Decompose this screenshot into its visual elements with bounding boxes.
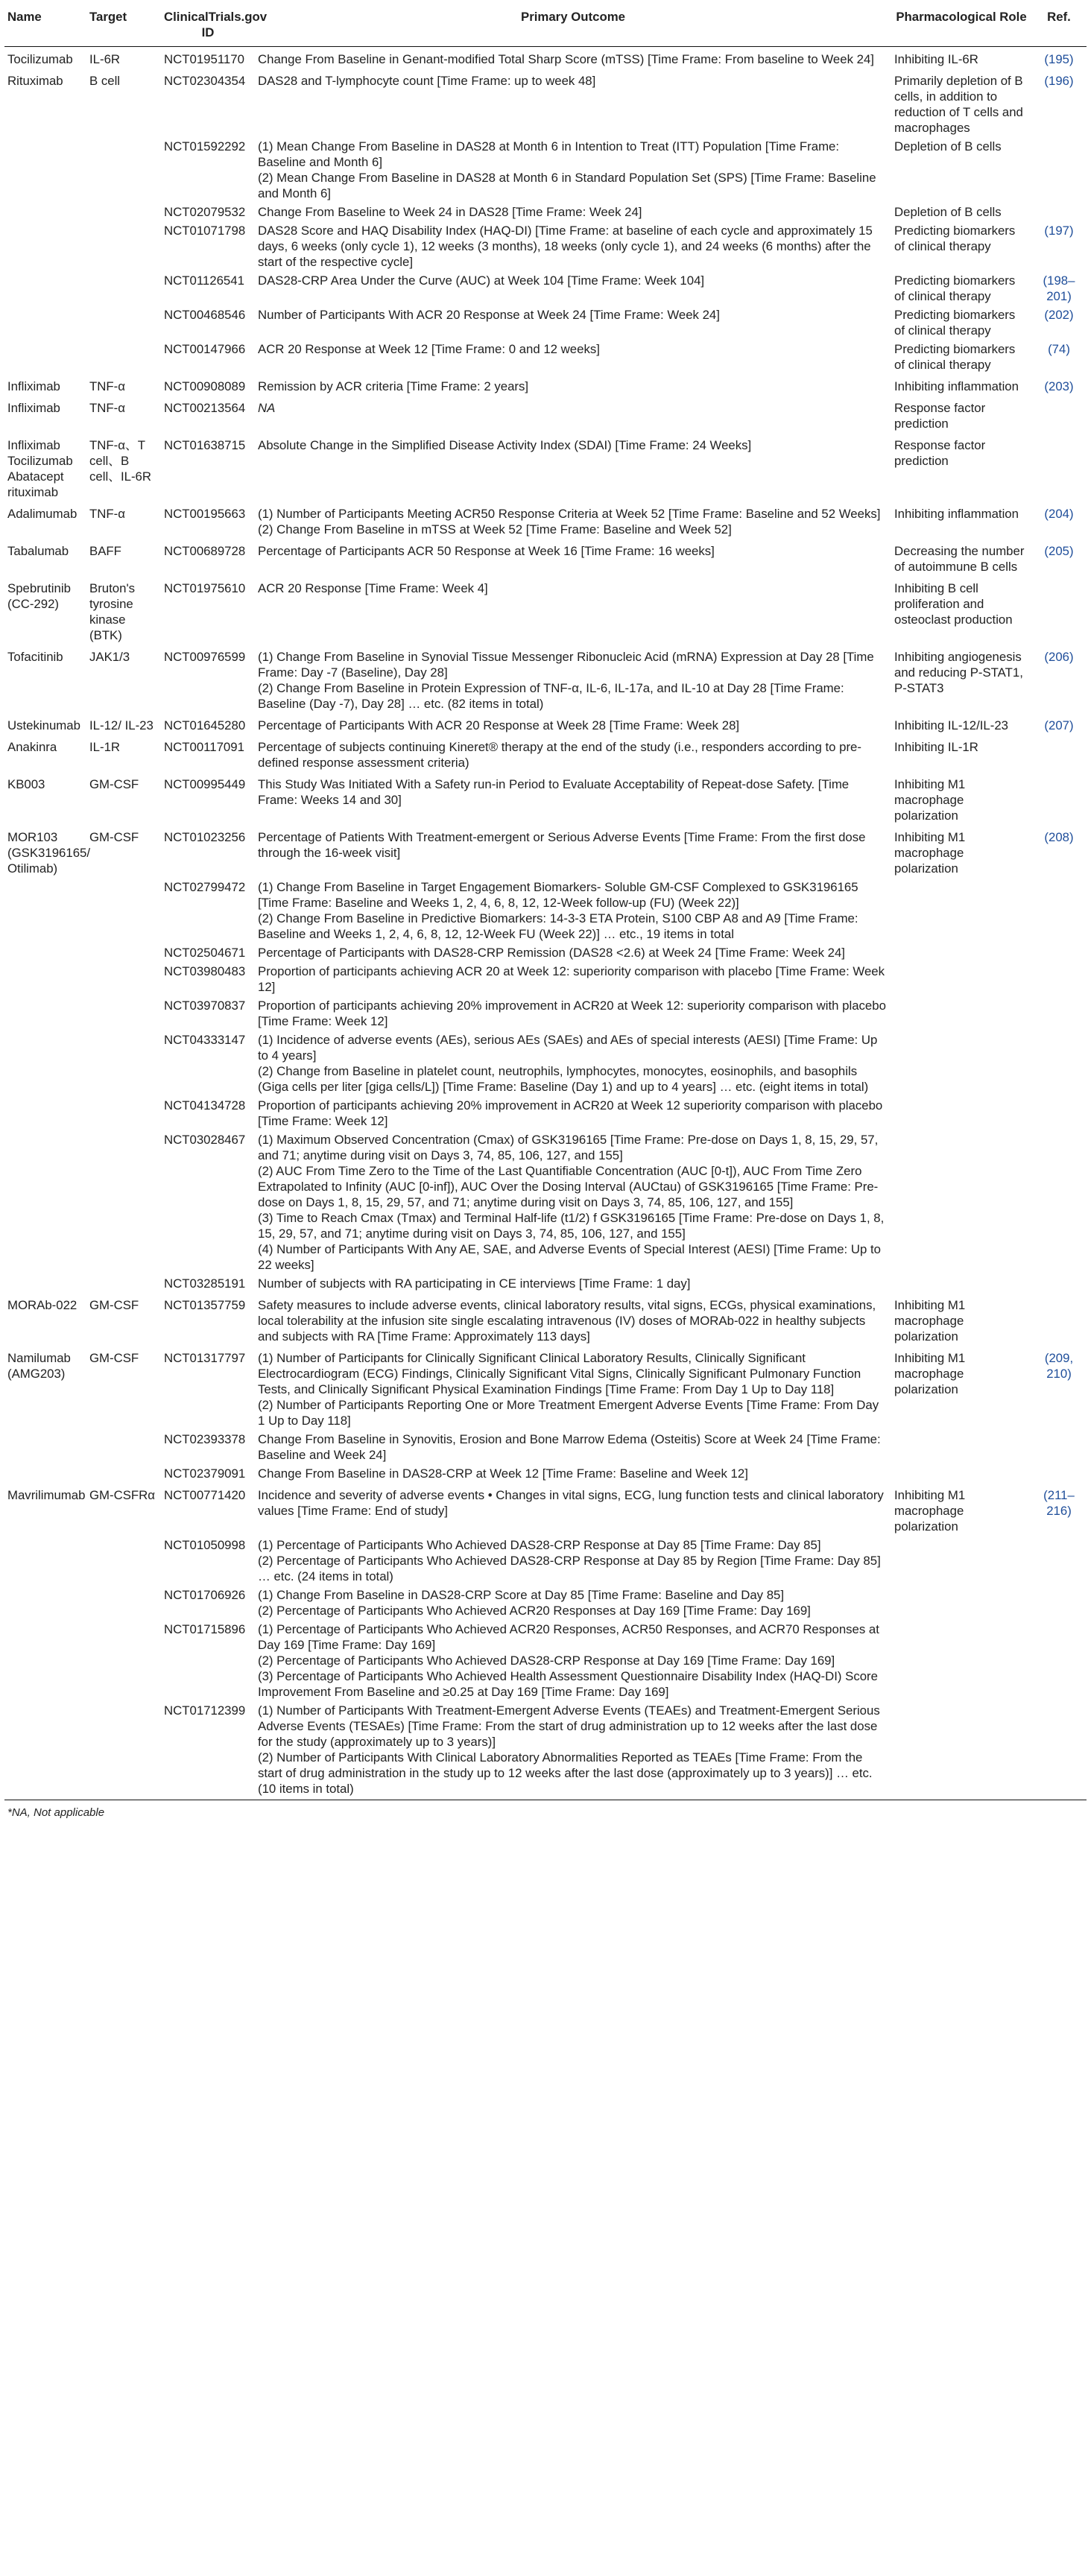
- cell-target: [86, 1096, 161, 1130]
- table-row: [4, 396, 1087, 433]
- cell-name: [4, 1586, 86, 1620]
- table-row: [4, 1701, 1087, 1798]
- cell-pharmacological-role: [891, 1620, 1031, 1701]
- cell-target: TNF-α: [89, 379, 125, 393]
- cell-target: BAFF: [89, 544, 121, 558]
- cell-ref[interactable]: (196): [1044, 74, 1074, 88]
- cell-trial-id: NCT02504671: [164, 946, 246, 960]
- cell-target: [86, 137, 161, 203]
- clinical-trials-table: [4, 6, 1087, 1798]
- table-row: [4, 306, 1087, 340]
- cell-name: [4, 340, 86, 374]
- cell-primary-outcome: (1) Change From Baseline in Target Engagement Biomarkers- Soluble GM-CSF Complexed to GSK3196165 [Time Frame: Baseline and Weeks 1, 2, 4, 6, 8, 12, 12-Week follow-up (FU) (Week 22)] (2) Change From Baseline in Predictive Biomarkers: 14-3-3 ETA Protein, S100 CBP A8 and A9 [Time Frame: Baseline and Weeks 1, 2, 4, 6, 8, 12, 12-Week FU (Week 22)] … etc., 19 items in total: [258, 880, 858, 941]
- cell-pharmacological-role: [891, 1586, 1031, 1620]
- cell-pharmacological-role: Decreasing the number of autoimmune B cells: [894, 544, 1025, 574]
- cell-primary-outcome: Safety measures to include adverse events, clinical laboratory results, vital signs, ECGs, physical examinations, local tolerability at the infusion site single escalating intravenous (IV) doses of MORAb-022 in healthy subjects and subjects with RA [Time Frame: Approximately 113 days]: [258, 1298, 876, 1344]
- table-row: [4, 1031, 1087, 1096]
- cell-pharmacological-role: Inhibiting angiogenesis and reducing P-STAT1, P-STAT3: [894, 650, 1023, 695]
- cell-target: GM-CSF: [89, 1351, 139, 1365]
- header-name: Name: [4, 6, 86, 47]
- cell-name: [4, 203, 86, 221]
- cell-name: Spebrutinib (CC-292): [7, 581, 71, 611]
- table-row: [4, 271, 1087, 306]
- cell-primary-outcome: DAS28-CRP Area Under the Curve (AUC) at Week 104 [Time Frame: Week 104]: [258, 273, 705, 288]
- cell-ref: [1031, 996, 1087, 1031]
- cell-name: [4, 1464, 86, 1483]
- table-row: [4, 576, 1087, 645]
- cell-ref: [1031, 1620, 1087, 1701]
- cell-trial-id: NCT03980483: [164, 964, 246, 978]
- cell-trial-id: NCT02304354: [164, 74, 246, 88]
- cell-name: Ustekinumab: [7, 718, 80, 732]
- cell-trial-id: NCT01592292: [164, 139, 246, 154]
- cell-name: Infliximab Tocilizumab Abatacept rituximab: [7, 438, 73, 499]
- cell-trial-id: NCT00689728: [164, 544, 246, 558]
- header-row: [4, 6, 1087, 47]
- cell-trial-id: NCT04333147: [164, 1033, 246, 1047]
- cell-ref: [1031, 1274, 1087, 1293]
- cell-trial-id: NCT00995449: [164, 777, 246, 791]
- table-row: [4, 433, 1087, 501]
- cell-pharmacological-role: Inhibiting M1 macrophage polarization: [894, 1351, 966, 1396]
- cell-ref[interactable]: (203): [1044, 379, 1074, 393]
- cell-pharmacological-role: [891, 1536, 1031, 1586]
- cell-ref: [1031, 137, 1087, 203]
- table-row: [4, 962, 1087, 996]
- table-row: [4, 772, 1087, 825]
- table-row: [4, 340, 1087, 374]
- cell-ref: [1031, 1096, 1087, 1130]
- table-row: [4, 825, 1087, 878]
- cell-target: [86, 878, 161, 943]
- cell-target: GM-CSF: [89, 777, 139, 791]
- cell-primary-outcome: Number of subjects with RA participating in CE interviews [Time Frame: 1 day]: [258, 1276, 691, 1291]
- cell-name: [4, 271, 86, 306]
- cell-trial-id: NCT01023256: [164, 830, 246, 844]
- cell-ref: [1031, 943, 1087, 962]
- cell-ref[interactable]: (206): [1044, 650, 1074, 664]
- cell-primary-outcome: (1) Number of Participants With Treatment-Emergent Adverse Events (TEAEs) and Treatment-Emergent Serious Adverse Events (TESAEs) [Time Frame: From the start of drug administration up to 12 weeks after the last dose for the study (approximately up to 3 years)] (2) Number of Participants With Clinical Laboratory Abnormalities Reported as TEAEs [Time Frame: From the start of drug administration in the study up to 12 weeks after the last dose (approximately up to 3 years)] … etc. (10 items in total): [258, 1703, 880, 1796]
- table-row: [4, 1293, 1087, 1346]
- table-row: [4, 501, 1087, 539]
- table-row: [4, 1483, 1087, 1536]
- cell-name: Mavrilimumab: [7, 1488, 86, 1502]
- cell-target: [86, 203, 161, 221]
- cell-name: Namilumab (AMG203): [7, 1351, 71, 1381]
- cell-name: Tabalumab: [7, 544, 69, 558]
- cell-ref[interactable]: (208): [1044, 830, 1074, 844]
- cell-name: Adalimumab: [7, 507, 78, 521]
- cell-target: B cell: [89, 74, 121, 88]
- cell-trial-id: NCT01715896: [164, 1622, 246, 1636]
- cell-target: IL-6R: [89, 52, 121, 66]
- cell-trial-id: NCT03285191: [164, 1276, 246, 1291]
- header-primary-outcome: Primary Outcome: [255, 6, 891, 47]
- cell-trial-id: NCT00195663: [164, 507, 246, 521]
- cell-ref: [1031, 1293, 1087, 1346]
- table-row: [4, 645, 1087, 713]
- cell-primary-outcome: Proportion of participants achieving ACR 20 at Week 12: superiority comparison with placebo [Time Frame: Week 12]: [258, 964, 885, 994]
- cell-pharmacological-role: Predicting biomarkers of clinical therapy: [894, 342, 1016, 372]
- cell-trial-id: NCT01951170: [164, 52, 244, 66]
- cell-pharmacological-role: Inhibiting inflammation: [894, 507, 1019, 521]
- cell-pharmacological-role: Inhibiting IL-12/IL-23: [894, 718, 1008, 732]
- cell-primary-outcome: Percentage of Participants with DAS28-CRP Remission (DAS28 <2.6) at Week 24 [Time Frame: Week 24]: [258, 946, 845, 960]
- cell-primary-outcome: (1) Mean Change From Baseline in DAS28 at Month 6 in Intention to Treat (ITT) Population [Time Frame: Baseline and Month 6] (2) Mean Change From Baseline in DAS28 at Month 6 in Standard Population Set (SPS) [Time Frame: Baseline and Month 6]: [258, 139, 876, 200]
- cell-ref: [1031, 735, 1087, 772]
- cell-ref[interactable]: (211–216): [1043, 1488, 1075, 1518]
- cell-name: MOR103 (GSK3196165/ Otilimab): [7, 830, 91, 876]
- cell-name: Infliximab: [7, 401, 60, 415]
- cell-pharmacological-role: Predicting biomarkers of clinical therapy: [894, 308, 1016, 338]
- cell-primary-outcome: (1) Number of Participants Meeting ACR50 Response Criteria at Week 52 [Time Frame: Baseline and 52 Weeks] (2) Change From Baseline in mTSS at Week 52 [Time Frame: Baseline and Week 52]: [258, 507, 881, 537]
- cell-ref[interactable]: (197): [1044, 224, 1074, 238]
- cell-trial-id: NCT01712399: [164, 1703, 246, 1718]
- cell-target: Bruton's tyrosine kinase (BTK): [89, 581, 136, 642]
- cell-target: IL-1R: [89, 740, 121, 754]
- cell-pharmacological-role: [891, 878, 1031, 943]
- cell-trial-id: NCT00976599: [164, 650, 246, 664]
- table-row: [4, 1586, 1087, 1620]
- cell-pharmacological-role: Inhibiting B cell proliferation and osteoclast production: [894, 581, 1013, 627]
- cell-target: [86, 271, 161, 306]
- cell-ref: [1031, 1464, 1087, 1483]
- table-body: [4, 47, 1087, 1799]
- cell-pharmacological-role: Inhibiting inflammation: [894, 379, 1019, 393]
- cell-trial-id: NCT00147966: [164, 342, 246, 356]
- cell-target: IL-12/ IL-23: [89, 718, 154, 732]
- cell-ref: [1031, 576, 1087, 645]
- table-row: [4, 69, 1087, 137]
- cell-primary-outcome: Percentage of Participants ACR 50 Response at Week 16 [Time Frame: 16 weeks]: [258, 544, 715, 558]
- cell-target: [86, 1430, 161, 1464]
- cell-trial-id: NCT01126541: [164, 273, 244, 288]
- cell-target: [86, 996, 161, 1031]
- cell-name: [4, 137, 86, 203]
- cell-trial-id: NCT01050998: [164, 1538, 246, 1552]
- cell-name: [4, 1430, 86, 1464]
- cell-primary-outcome: Percentage of Patients With Treatment-emergent or Serious Adverse Events [Time Frame: From the first dose through the 16-week visit]: [258, 830, 866, 860]
- cell-trial-id: NCT01706926: [164, 1588, 246, 1602]
- cell-target: JAK1/3: [89, 650, 130, 664]
- cell-name: [4, 1536, 86, 1586]
- cell-trial-id: NCT01357759: [164, 1298, 246, 1312]
- cell-trial-id: NCT00771420: [164, 1488, 246, 1502]
- cell-name: [4, 1031, 86, 1096]
- cell-trial-id: NCT02379091: [164, 1466, 246, 1481]
- cell-name: MORAb-022: [7, 1298, 78, 1312]
- table-row: [4, 539, 1087, 576]
- cell-primary-outcome: Percentage of Participants With ACR 20 Response at Week 28 [Time Frame: Week 28]: [258, 718, 740, 732]
- cell-ref: [1031, 878, 1087, 943]
- cell-primary-outcome: (1) Maximum Observed Concentration (Cmax) of GSK3196165 [Time Frame: Pre-dose on Days 1, 8, 15, 29, 57, and 71; anytime during visit on Days 3, 74, 85, 106, 127, and 155] (2) AUC From Time Zero to the Time of the Last Quantifiable Concentration (AUC [0-t]), AUC From Time Zero Extrapolated to Infinity (AUC [0-inf]), AUC Over the Dosing Interval (AUCtau) of GSK3196165 [Time Frame: Pre-dose on Days 1, 8, 15, 29, 57, and 71; anytime during visit on Days 3, 74, 85, 106, 127, and 155] (3) Time to Reach Cmax (Tmax) and Terminal Half-life (t1/2) f GSK3196165 [Time Frame: Pre-dose on Days 1, 8, 15, 29, 57, and 71; anytime during visit on Days 3, 74, 85, 106, 127, and 155] (4) Number of Participants With Any AE, SAE, and Adverse Events of Special Interest (AESI) [Time Frame: Up to 22 weeks]: [258, 1133, 885, 1272]
- cell-trial-id: NCT01638715: [164, 438, 246, 452]
- cell-pharmacological-role: [891, 1464, 1031, 1483]
- header-target: Target: [86, 6, 161, 47]
- cell-ref: [1031, 1536, 1087, 1586]
- cell-ref[interactable]: (207): [1044, 718, 1074, 732]
- cell-name: [4, 878, 86, 943]
- cell-pharmacological-role: Inhibiting IL-1R: [894, 740, 978, 754]
- table-row: [4, 1536, 1087, 1586]
- table-row: [4, 996, 1087, 1031]
- cell-primary-outcome: (1) Change From Baseline in DAS28-CRP Score at Day 85 [Time Frame: Baseline and Day 85] (2) Percentage of Participants Who Achieved ACR20 Responses at Day 169 [Time Frame: Day 169]: [258, 1588, 811, 1618]
- cell-target: [86, 1620, 161, 1701]
- cell-primary-outcome: ACR 20 Response [Time Frame: Week 4]: [258, 581, 488, 595]
- table-row: [4, 47, 1087, 69]
- cell-trial-id: NCT03028467: [164, 1133, 246, 1147]
- cell-primary-outcome: (1) Number of Participants for Clinically Significant Clinical Laboratory Results, Clinically Significant Electrocardiogram (ECG) Findings, Clinically Significant Vital Signs, Clinically Significant Pulmonary Function Tests, and Clinically Significant Physical Examination Findings [Time Frame: From Day 1 Up to Day 118] (2) Number of Participants Reporting One or More Treatment Emergent Adverse Events [Time Frame: From Day 1 Up to Day 118]: [258, 1351, 879, 1428]
- cell-pharmacological-role: Predicting biomarkers of clinical therapy: [894, 273, 1016, 303]
- table-row: [4, 1274, 1087, 1293]
- cell-name: [4, 1130, 86, 1274]
- cell-ref[interactable]: (74): [1048, 342, 1070, 356]
- cell-name: Tocilizumab: [7, 52, 73, 66]
- cell-name: [4, 306, 86, 340]
- cell-pharmacological-role: Response factor prediction: [894, 438, 986, 468]
- cell-target: TNF-α、T cell、B cell、IL-6R: [89, 438, 151, 484]
- cell-target: [86, 1130, 161, 1274]
- cell-pharmacological-role: [891, 1430, 1031, 1464]
- cell-primary-outcome: NA: [258, 401, 276, 415]
- cell-primary-outcome: DAS28 Score and HAQ Disability Index (HAQ-DI) [Time Frame: at baseline of each cycle and approximately 15 days, 6 weeks (only cycle 1), 12 weeks (3 months), 18 weeks (only cycle 1), and 24 weeks (6 months) after the start of the respective cycle]: [258, 224, 873, 269]
- cell-target: GM-CSFRα: [89, 1488, 156, 1502]
- cell-pharmacological-role: [891, 1701, 1031, 1798]
- cell-primary-outcome: (1) Change From Baseline in Synovial Tissue Messenger Ribonucleic Acid (mRNA) Expression at Day 28 [Time Frame: Day -7 (Baseline), Day 28] (2) Change From Baseline in Protein Expression of TNF-α, IL-6, IL-17a, and IL-10 at Day 28 [Time Frame: Baseline (Day -7), Day 28] … etc. (82 items in total): [258, 650, 874, 711]
- table-row: [4, 1096, 1087, 1130]
- header-pharmacological-role: Pharmacological Role: [891, 6, 1031, 47]
- cell-primary-outcome: (1) Incidence of adverse events (AEs), serious AEs (SAEs) and AEs of special interests (AESI) [Time Frame: Up to 4 years] (2) Change from Baseline in platelet count, neutrophils, lymphocytes, monocytes, eosinophils, and basophils (Giga cells per liter [giga cells/L]) [Time Frame: Baseline (Day 1) and up to 4 years] … etc. (eight items in total): [258, 1033, 878, 1094]
- cell-pharmacological-role: Depletion of B cells: [894, 205, 1002, 219]
- cell-primary-outcome: This Study Was Initiated With a Safety run-in Period to Evaluate Acceptability of Repeat-dose Safety. [Time Frame: Weeks 14 and 30]: [258, 777, 850, 807]
- cell-pharmacological-role: [891, 1130, 1031, 1274]
- cell-name: Rituximab: [7, 74, 63, 88]
- cell-primary-outcome: DAS28 and T-lymphocyte count [Time Frame: up to week 48]: [258, 74, 596, 88]
- cell-primary-outcome: Proportion of participants achieving 20% improvement in ACR20 at Week 12 superiority comparison with placebo [Time Frame: Week 12]: [258, 1098, 883, 1128]
- cell-trial-id: NCT01645280: [164, 718, 246, 732]
- cell-target: GM-CSF: [89, 1298, 139, 1312]
- cell-ref: [1031, 396, 1087, 433]
- cell-name: Tofacitinib: [7, 650, 63, 664]
- cell-ref[interactable]: (204): [1044, 507, 1074, 521]
- cell-trial-id: NCT00908089: [164, 379, 246, 393]
- table-row: [4, 1346, 1087, 1430]
- cell-name: [4, 1274, 86, 1293]
- cell-pharmacological-role: Inhibiting IL-6R: [894, 52, 978, 66]
- cell-target: [86, 1274, 161, 1293]
- cell-ref: [1031, 1031, 1087, 1096]
- cell-ref[interactable]: (209, 210): [1044, 1351, 1074, 1381]
- cell-ref[interactable]: (198–201): [1043, 273, 1075, 303]
- cell-target: GM-CSF: [89, 830, 139, 844]
- table-row: [4, 1430, 1087, 1464]
- cell-target: [86, 1464, 161, 1483]
- table-header: [4, 6, 1087, 47]
- cell-target: [86, 1701, 161, 1798]
- cell-pharmacological-role: Inhibiting M1 macrophage polarization: [894, 777, 966, 823]
- cell-primary-outcome: Proportion of participants achieving 20% improvement in ACR20 at Week 12: superiority comparison with placebo [Time Frame: Week 12]: [258, 999, 886, 1028]
- cell-name: [4, 996, 86, 1031]
- table-row: [4, 713, 1087, 735]
- cell-target: [86, 340, 161, 374]
- cell-trial-id: NCT00213564: [164, 401, 246, 415]
- cell-trial-id: NCT01317797: [164, 1351, 246, 1365]
- cell-ref: [1031, 1130, 1087, 1274]
- cell-trial-id: NCT00468546: [164, 308, 246, 322]
- table-footnote: *NA, Not applicable: [4, 1800, 1087, 1825]
- cell-pharmacological-role: Inhibiting M1 macrophage polarization: [894, 1488, 966, 1534]
- cell-primary-outcome: Absolute Change in the Simplified Disease Activity Index (SDAI) [Time Frame: 24 Weeks]: [258, 438, 752, 452]
- cell-target: [86, 306, 161, 340]
- cell-target: TNF-α: [89, 507, 125, 521]
- header-trial-id: ClinicalTrials.gov ID: [161, 6, 255, 47]
- cell-target: [86, 1586, 161, 1620]
- table-row: [4, 1620, 1087, 1701]
- cell-pharmacological-role: [891, 943, 1031, 962]
- cell-pharmacological-role: [891, 1031, 1031, 1096]
- cell-ref: [1031, 1586, 1087, 1620]
- cell-primary-outcome: Change From Baseline in DAS28-CRP at Week 12 [Time Frame: Baseline and Week 12]: [258, 1466, 748, 1481]
- cell-target: [86, 943, 161, 962]
- table-row: [4, 1464, 1087, 1483]
- cell-name: [4, 1701, 86, 1798]
- cell-pharmacological-role: Predicting biomarkers of clinical therapy: [894, 224, 1016, 253]
- cell-ref: [1031, 203, 1087, 221]
- cell-primary-outcome: ACR 20 Response at Week 12 [Time Frame: 0 and 12 weeks]: [258, 342, 600, 356]
- table-row: [4, 735, 1087, 772]
- cell-ref[interactable]: (195): [1044, 52, 1074, 66]
- cell-name: [4, 1096, 86, 1130]
- cell-name: Anakinra: [7, 740, 57, 754]
- cell-pharmacological-role: Response factor prediction: [894, 401, 986, 431]
- cell-name: KB003: [7, 777, 45, 791]
- cell-primary-outcome: Change From Baseline to Week 24 in DAS28 [Time Frame: Week 24]: [258, 205, 642, 219]
- cell-primary-outcome: Incidence and severity of adverse events • Changes in vital signs, ECG, lung function tests and clinical laboratory values [Time Frame: End of study]: [258, 1488, 884, 1518]
- cell-pharmacological-role: Inhibiting M1 macrophage polarization: [894, 1298, 966, 1344]
- cell-primary-outcome: Remission by ACR criteria [Time Frame: 2 years]: [258, 379, 529, 393]
- cell-primary-outcome: Percentage of subjects continuing Kineret® therapy at the end of the study (i.e., responders according to pre-defined response assessment criteria): [258, 740, 861, 770]
- cell-ref: [1031, 1430, 1087, 1464]
- cell-name: [4, 221, 86, 271]
- cell-target: [86, 962, 161, 996]
- cell-primary-outcome: Change From Baseline in Synovitis, Erosion and Bone Marrow Edema (Osteitis) Score at Week 24 [Time Frame: Baseline and Week 24]: [258, 1432, 881, 1462]
- cell-trial-id: NCT04134728: [164, 1098, 246, 1113]
- table-row: [4, 1130, 1087, 1274]
- cell-trial-id: NCT00117091: [164, 740, 244, 754]
- cell-pharmacological-role: [891, 1096, 1031, 1130]
- cell-primary-outcome: (1) Percentage of Participants Who Achieved ACR20 Responses, ACR50 Responses, and ACR70 Responses at Day 169 [Time Frame: Day 169] (2) Percentage of Participants Who Achieved DAS28-CRP Response at Day 169 [Time Frame: Day 169] (3) Percentage of Participants Who Achieved Health Assessment Questionnaire Disability Index (HAQ-DI) Score Improvement From Baseline and ≥0.25 at Day 169 [Time Frame: Day 169]: [258, 1622, 879, 1699]
- cell-pharmacological-role: [891, 962, 1031, 996]
- table-row: [4, 137, 1087, 203]
- cell-ref: [1031, 1701, 1087, 1798]
- cell-pharmacological-role: Primarily depletion of B cells, in addition to reduction of T cells and macrophages: [894, 74, 1023, 135]
- cell-target: TNF-α: [89, 401, 125, 415]
- cell-trial-id: NCT03970837: [164, 999, 246, 1013]
- cell-primary-outcome: Change From Baseline in Genant-modified Total Sharp Score (mTSS) [Time Frame: From baseline to Week 24]: [258, 52, 874, 66]
- table-row: [4, 374, 1087, 396]
- table-row: [4, 943, 1087, 962]
- cell-ref: [1031, 433, 1087, 501]
- table-row: [4, 221, 1087, 271]
- cell-pharmacological-role: [891, 1274, 1031, 1293]
- cell-ref: [1031, 772, 1087, 825]
- cell-pharmacological-role: Depletion of B cells: [894, 139, 1002, 154]
- cell-target: [86, 1031, 161, 1096]
- cell-trial-id: NCT01071798: [164, 224, 246, 238]
- cell-trial-id: NCT01975610: [164, 581, 246, 595]
- cell-name: Infliximab: [7, 379, 60, 393]
- table-row: [4, 203, 1087, 221]
- cell-pharmacological-role: Inhibiting M1 macrophage polarization: [894, 830, 966, 876]
- cell-name: [4, 943, 86, 962]
- cell-primary-outcome: Number of Participants With ACR 20 Response at Week 24 [Time Frame: Week 24]: [258, 308, 720, 322]
- cell-target: [86, 221, 161, 271]
- cell-trial-id: NCT02393378: [164, 1432, 246, 1446]
- cell-primary-outcome: (1) Percentage of Participants Who Achieved DAS28-CRP Response at Day 85 [Time Frame: Day 85] (2) Percentage of Participants Who Achieved DAS28-CRP Response at Day 85 by Region [Time Frame: Day 85] … etc. (24 items in total): [258, 1538, 881, 1583]
- cell-target: [86, 1536, 161, 1586]
- cell-trial-id: NCT02079532: [164, 205, 246, 219]
- header-ref: Ref.: [1031, 6, 1087, 47]
- cell-pharmacological-role: [891, 996, 1031, 1031]
- cell-name: [4, 1620, 86, 1701]
- table-row: [4, 878, 1087, 943]
- cell-ref[interactable]: (205): [1044, 544, 1074, 558]
- cell-ref: [1031, 962, 1087, 996]
- cell-name: [4, 962, 86, 996]
- cell-ref[interactable]: (202): [1044, 308, 1074, 322]
- cell-trial-id: NCT02799472: [164, 880, 246, 894]
